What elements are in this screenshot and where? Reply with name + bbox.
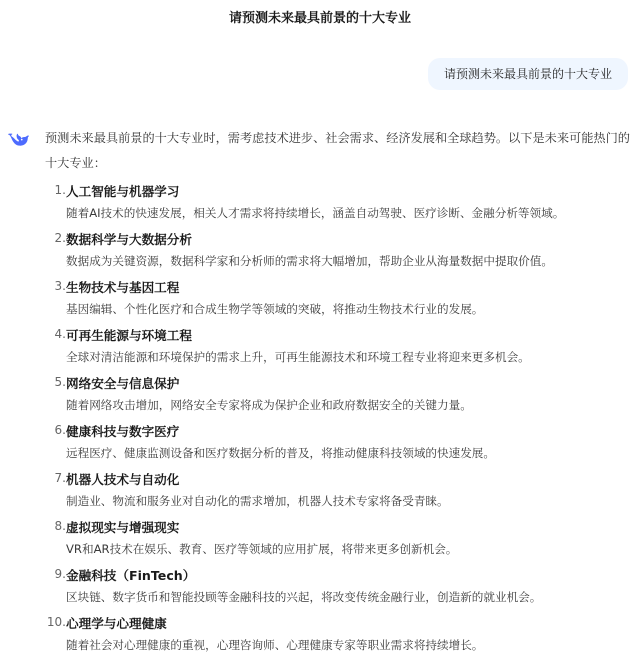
recommendation-list: [42, 180, 637, 660]
list-item: [42, 324, 637, 372]
list-item-number: 4.: [54, 327, 66, 341]
list-item-number: 2.: [54, 231, 66, 245]
list-item-description: 随着AI技术的快速发展，相关人才需求将持续增长，涵盖自动驾驶、医疗诊断、金融分析等领域。: [66, 206, 565, 220]
list-item-description: 制造业、物流和服务业对自动化的需求增加，机器人技术专家将备受青睐。: [66, 494, 449, 508]
list-item: [42, 468, 637, 516]
list-item-title: 虚拟现实与增强现实: [66, 520, 180, 535]
list-item-description: 全球对清洁能源和环境保护的需求上升，可再生能源技术和环境工程专业将迎来更多机会。: [66, 350, 530, 364]
list-item: [42, 276, 637, 324]
list-item-title: 机器人技术与自动化: [66, 472, 180, 487]
user-message-bubble: [428, 58, 628, 90]
list-item-description: 随着网络攻击增加，网络安全专家将成为保护企业和政府数据安全的关键力量。: [66, 398, 472, 412]
list-item: [42, 420, 637, 468]
conversation-title: 请预测未来最具前景的十大专业: [228, 11, 411, 26]
list-item-title: 金融科技（FinTech）: [66, 568, 196, 583]
list-item: [42, 516, 637, 564]
list-item-number: 6.: [54, 423, 66, 437]
list-item-number: 7.: [54, 471, 66, 485]
whale-logo-icon: [8, 130, 30, 152]
list-item-description: 随着社会对心理健康的重视，心理咨询师、心理健康专家等职业需求将持续增长。: [66, 638, 484, 652]
list-item-description: 区块链、数字货币和智能投顾等金融科技的兴起，将改变传统金融行业，创造新的就业机会。: [66, 590, 542, 604]
list-item-title: 心理学与心理健康: [66, 616, 167, 631]
list-item-number: 8.: [54, 519, 66, 533]
list-item-description: 基因编辑、个性化医疗和合成生物学等领域的突破，将推动生物技术行业的发展。: [66, 302, 484, 316]
list-item: [42, 372, 637, 420]
list-item: [42, 564, 637, 612]
list-item: [42, 228, 637, 276]
list-item-number: 9.: [54, 567, 66, 581]
conversation-header: [0, 0, 640, 32]
list-item: [42, 180, 637, 228]
list-item-number: 3.: [54, 279, 66, 293]
list-item-number: 10.: [46, 615, 66, 629]
list-item-title: 数据科学与大数据分析: [66, 232, 192, 247]
list-item-number: 1.: [54, 183, 66, 197]
list-item-title: 可再生能源与环境工程: [66, 328, 192, 343]
list-item-title: 人工智能与机器学习: [66, 184, 180, 199]
list-item-title: 健康科技与数字医疗: [66, 424, 180, 439]
assistant-intro: 预测未来最具前景的十大专业时，需考虑技术进步、社会需求、经济发展和全球趋势。以下是未来可能热门的十大专业：: [45, 131, 630, 170]
list-item-description: 远程医疗、健康监测设备和医疗数据分析的普及，将推动健康科技领域的快速发展。: [66, 446, 495, 460]
user-message-text: 请预测未来最具前景的十大专业: [443, 67, 612, 81]
list-item-title: 网络安全与信息保护: [66, 376, 180, 391]
list-item-number: 5.: [54, 375, 66, 389]
list-item-title: 生物技术与基因工程: [66, 280, 180, 295]
list-item-description: VR和AR技术在娱乐、教育、医疗等领域的应用扩展，将带来更多创新机会。: [66, 542, 458, 556]
list-item-description: 数据成为关键资源，数据科学家和分析师的需求将大幅增加，帮助企业从海量数据中提取价值。: [66, 254, 553, 268]
list-item: [42, 612, 637, 660]
